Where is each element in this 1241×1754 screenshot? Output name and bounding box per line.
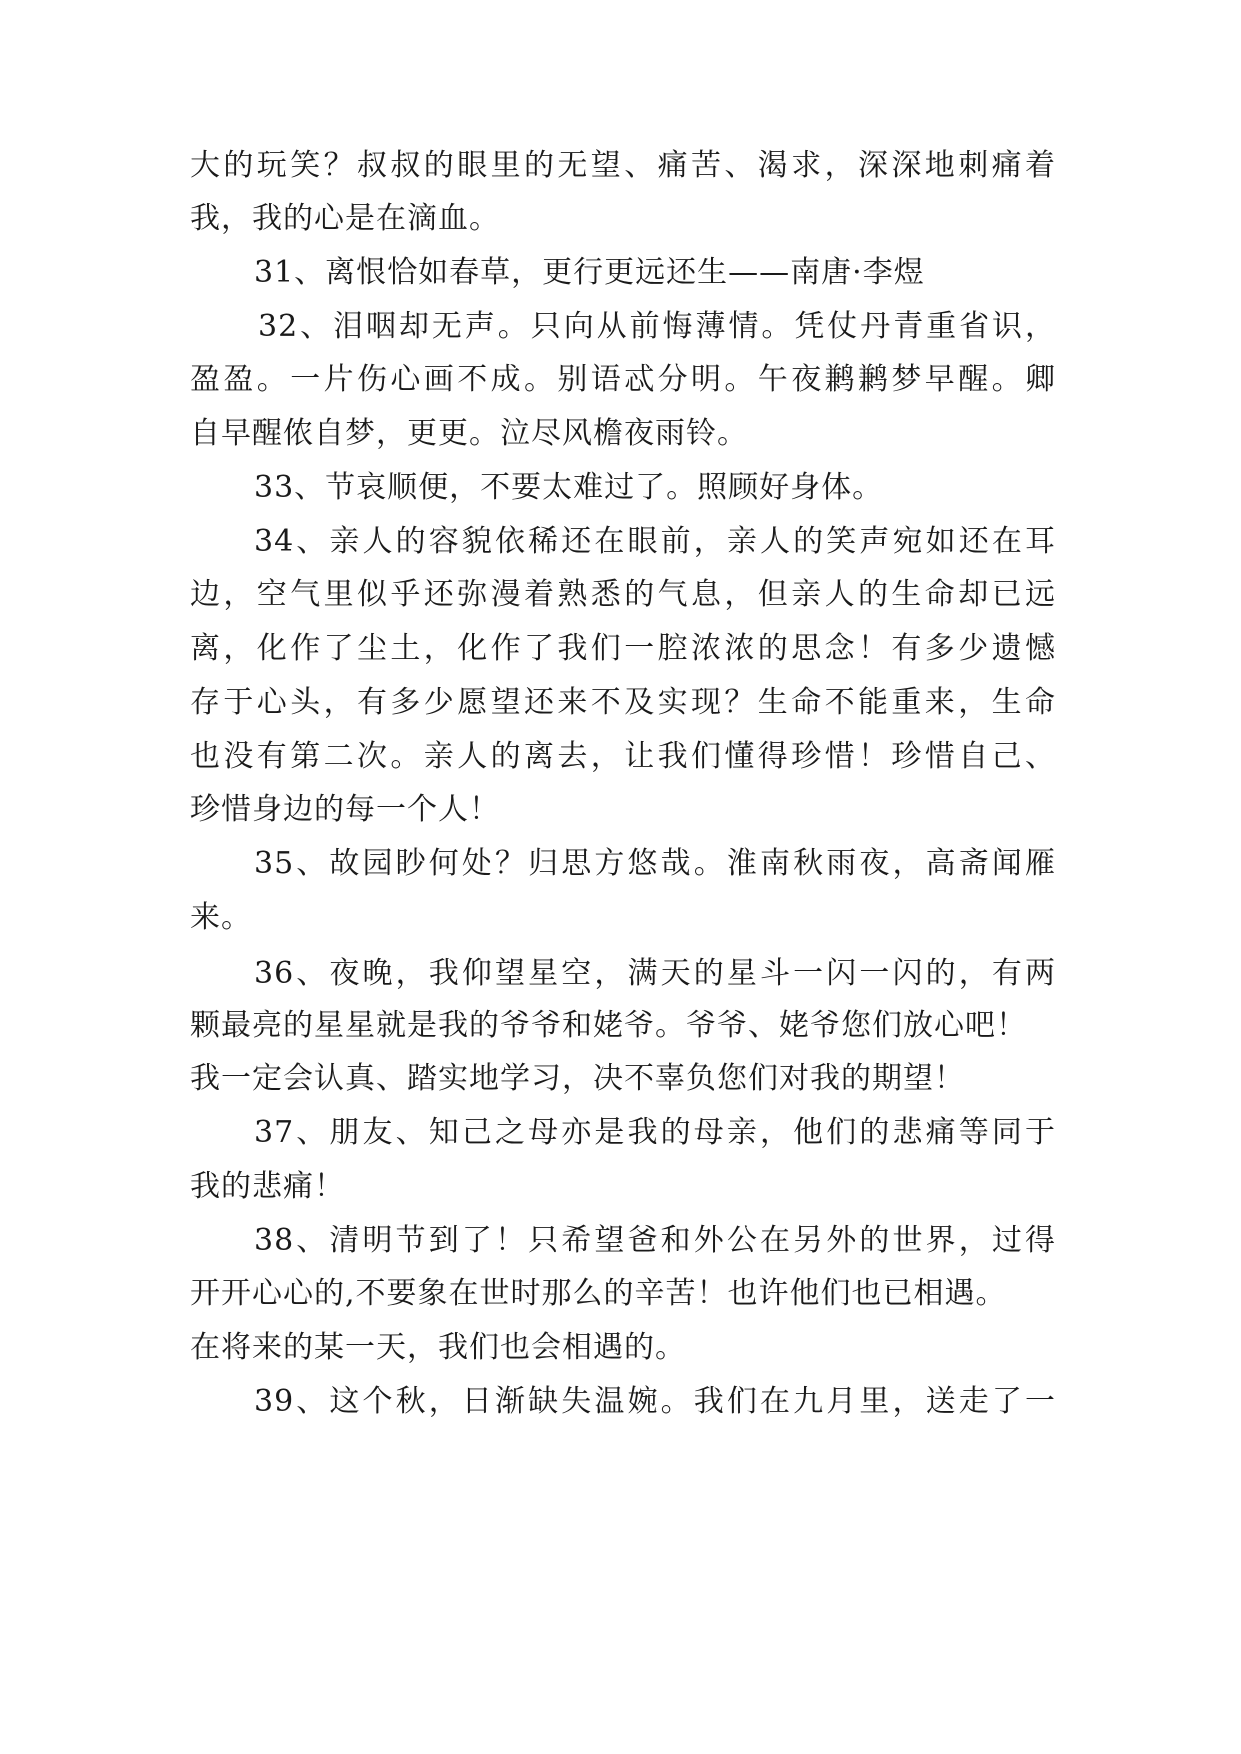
text-line: 39、这个秋，日渐缺失温婉。我们在九月里，送走了一 bbox=[254, 1384, 1056, 1419]
text-line: 在将来的某一天，我们也会相遇的。 bbox=[190, 1330, 686, 1365]
text-line: 我的悲痛！ bbox=[190, 1169, 345, 1204]
text-line: 31、离恨恰如春草，更行更远还生——南唐·李煜 bbox=[254, 255, 925, 290]
text-line: 颗最亮的星星就是我的爷爷和姥爷。爷爷、姥爷您们放心吧！ bbox=[190, 1008, 1027, 1043]
text-line: 自早醒侬自梦，更更。泣尽风檐夜雨铃。 bbox=[190, 416, 748, 451]
text-line: 存于心头，有多少愿望还来不及实现？生命不能重来，生命 bbox=[190, 685, 1056, 720]
text-line: 开开心心的,不要象在世时那么的辛苦！也许他们也已相遇。 bbox=[190, 1276, 1007, 1311]
text-line: 32、泪咽却无声。只向从前悔薄情。凭仗丹青重省识， bbox=[258, 309, 1056, 344]
text-line: 37、朋友、知己之母亦是我的母亲，他们的悲痛等同于 bbox=[254, 1115, 1056, 1150]
text-line: 我，我的心是在滴血。 bbox=[190, 201, 500, 236]
text-line: 35、故园眇何处？归思方悠哉。淮南秋雨夜，高斋闻雁 bbox=[254, 846, 1056, 881]
text-line: 边，空气里似乎还弥漫着熟悉的气息，但亲人的生命却已远 bbox=[190, 577, 1056, 612]
text-line: 也没有第二次。亲人的离去，让我们懂得珍惜！珍惜自己、 bbox=[190, 739, 1056, 774]
text-line: 我一定会认真、踏实地学习，决不辜负您们对我的期望！ bbox=[190, 1061, 965, 1096]
text-line: 来。 bbox=[190, 900, 252, 935]
text-line: 38、清明节到了！只希望爸和外公在另外的世界，过得 bbox=[254, 1223, 1056, 1258]
text-line: 36、夜晚，我仰望星空，满天的星斗一闪一闪的，有两 bbox=[254, 956, 1056, 991]
text-line: 盈盈。一片伤心画不成。别语忒分明。午夜鹣鹣梦早醒。卿 bbox=[190, 362, 1056, 397]
text-line: 离，化作了尘土，化作了我们一腔浓浓的思念！有多少遗憾 bbox=[190, 631, 1056, 666]
text-line: 34、亲人的容貌依稀还在眼前，亲人的笑声宛如还在耳 bbox=[254, 524, 1056, 559]
text-line: 珍惜身边的每一个人！ bbox=[190, 792, 500, 827]
text-line: 大的玩笑？叔叔的眼里的无望、痛苦、渴求，深深地刺痛着 bbox=[190, 148, 1056, 183]
text-line: 33、节哀顺便，不要太难过了。照顾好身体。 bbox=[254, 470, 884, 505]
